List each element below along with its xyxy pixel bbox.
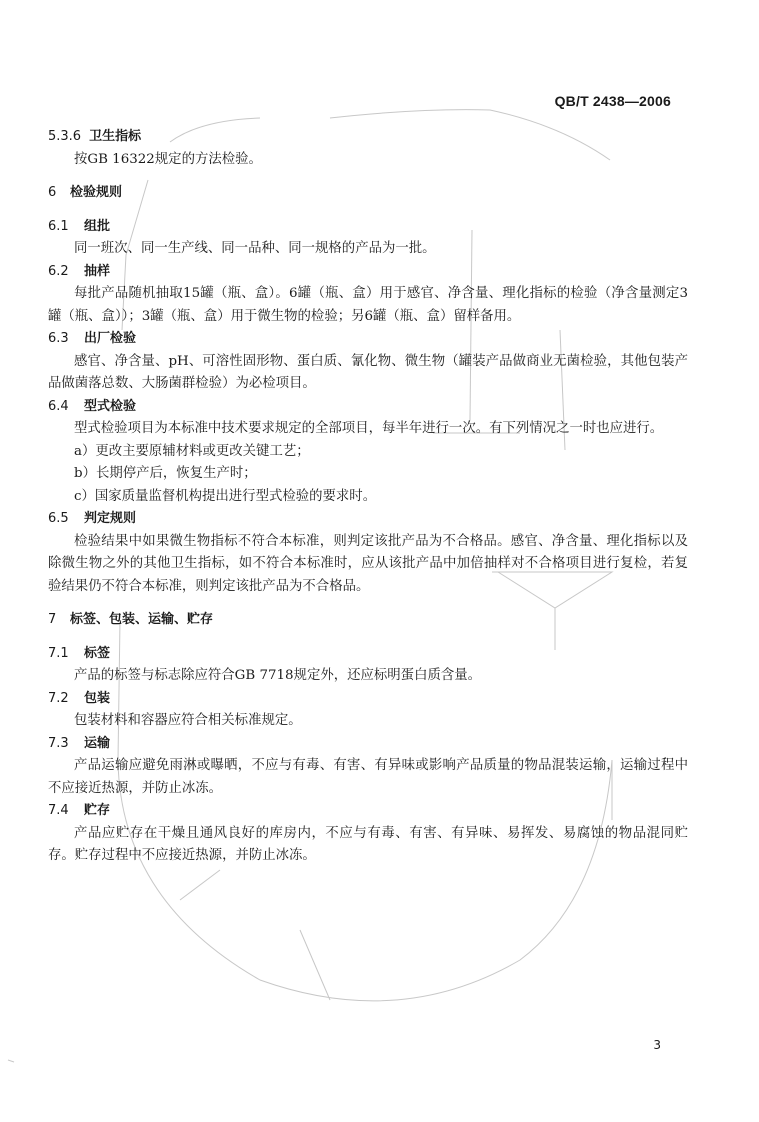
section-title: 抽样 (84, 263, 111, 279)
standard-code: QB/T 2438—2006 (554, 93, 671, 109)
list-item: a）更改主要原辅材料或更改关键工艺； (74, 443, 310, 459)
document-body (48, 126, 688, 868)
section-heading-s73 (48, 733, 688, 756)
section-title: 卫生指标 (89, 129, 142, 144)
section-title: 组批 (84, 218, 111, 234)
section-number: 7.1 (48, 645, 69, 661)
section-title: 型式检验 (84, 398, 137, 414)
section-title: 贮存 (84, 803, 111, 818)
section-heading-s74 (48, 800, 688, 823)
section-number: 6 (48, 185, 57, 200)
section-number: 7.4 (48, 803, 69, 818)
paragraph: 同一班次、同一生产线、同一品种、同一规格的产品为一批。 (74, 241, 436, 256)
section-title: 出厂检验 (84, 331, 137, 346)
paragraph: 感官、净含量、pH、可溶性固形物、蛋白质、氰化物、微生物（罐装产品做商业无菌检验，其他包装产品做菌落总数、大肠菌群检验）为必检项目。 (48, 353, 688, 391)
section-title: 检验规则 (70, 185, 123, 200)
section-heading-s7 (48, 609, 688, 632)
section-heading-s64 (48, 396, 688, 419)
section-heading-s62 (48, 261, 688, 284)
section-number: 7 (48, 612, 57, 627)
list-item: b）长期停产后，恢复生产时； (74, 466, 257, 481)
section-title: 运输 (84, 735, 111, 751)
section-number: 6.2 (48, 263, 69, 279)
section-title: 判定规则 (84, 511, 137, 526)
section-number: 6.3 (48, 331, 69, 346)
section-number: 6.1 (48, 218, 69, 234)
paragraph: 检验结果中如果微生物指标不符合本标准，则判定该批产品为不合格品。感官、净含量、理化指标以及除微生物之外的其他卫生指标，如不符合本标准时，应从该批产品中加倍抽样对不合格项目进行复检，若复验结果仍不符合本标准，则判定该批产品为不合格品。 (48, 533, 688, 594)
section-title: 标签、包装、运输、贮存 (70, 612, 214, 627)
section-heading-s71 (48, 643, 688, 666)
paragraph: 产品的标签与标志除应符合GB 7718规定外，还应标明蛋白质含量。 (74, 668, 482, 683)
paragraph: 型式检验项目为本标准中技术要求规定的全部项目，每半年进行一次。有下列情况之一时也应进行。 (74, 421, 664, 436)
section-title: 包装 (84, 690, 111, 706)
paragraph: 产品应贮存在干燥且通风良好的库房内，不应与有毒、有害、有异味、易挥发、易腐蚀的物品混同贮存。贮存过程中不应接近热源，并防止冰冻。 (48, 825, 688, 863)
section-number: 7.2 (48, 690, 69, 706)
section-gap (48, 205, 688, 216)
section-heading-s6 (48, 182, 688, 205)
paragraph: 按GB 16322规定的方法检验。 (74, 151, 262, 167)
section-number: 6.4 (48, 398, 69, 414)
section-title: 标签 (84, 645, 111, 661)
section-heading-s63 (48, 328, 688, 351)
section-gap (48, 598, 688, 609)
section-heading-s72 (48, 688, 688, 711)
section-heading-s536 (48, 126, 688, 149)
paragraph: 产品运输应避免雨淋或曝晒，不应与有毒、有害、有异味或影响产品质量的物品混装运输，运输过程中不应接近热源，并防止冰冻。 (48, 758, 688, 796)
section-heading-s65 (48, 508, 688, 531)
section-number: 5.3.6 (48, 129, 82, 144)
list-item: c）国家质量监督机构提出进行型式检验的要求时。 (74, 488, 377, 504)
section-number: 7.3 (48, 735, 69, 751)
section-heading-s61 (48, 216, 688, 239)
section-gap (48, 171, 688, 182)
page-number: 3 (653, 1038, 661, 1052)
section-number: 6.5 (48, 511, 69, 526)
paragraph: 包装材料和容器应符合相关标准规定。 (74, 713, 302, 728)
paragraph: 每批产品随机抽取15罐（瓶、盒）。6罐（瓶、盒）用于感官、净含量、理化指标的检验（净含量测定3罐（瓶、盒））；3罐（瓶、盒）用于微生物的检验；另6罐（瓶、盒）留样备用。 (48, 286, 688, 324)
section-gap (48, 632, 688, 643)
